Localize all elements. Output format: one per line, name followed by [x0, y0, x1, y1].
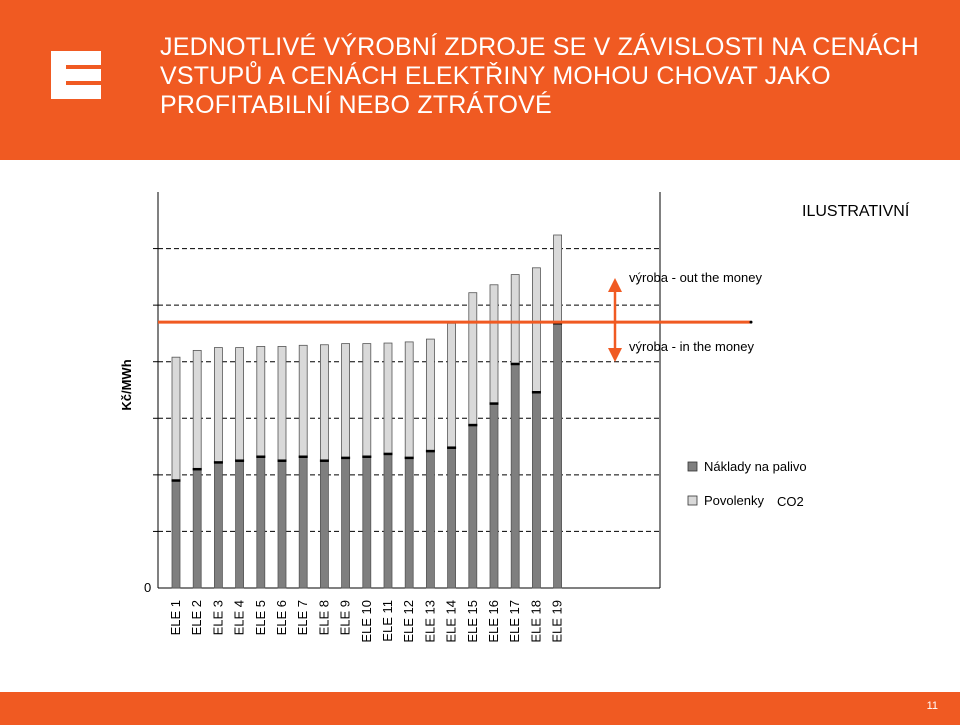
- x-tick-label: ELE 11: [380, 600, 395, 642]
- bar-allowance: [320, 345, 328, 461]
- annotation-out-the-money: výroba - out the money: [629, 270, 762, 285]
- arrow-down-head: [608, 348, 622, 362]
- bar-fuel: [214, 462, 222, 588]
- bar-fuel: [532, 392, 540, 588]
- y-tick-label: 0: [144, 580, 152, 595]
- cost-chart: [0, 160, 960, 690]
- legend-label-allowance: Povolenky: [704, 493, 764, 508]
- x-tick-label: ELE 2: [189, 600, 205, 636]
- bar-fuel: [384, 454, 392, 588]
- x-tick-label: ELE 13: [422, 600, 438, 643]
- bar-allowance: [193, 350, 201, 469]
- x-tick-label: ELE 3: [210, 600, 226, 636]
- bar-allowance: [278, 346, 286, 460]
- market-price-line-end: [750, 321, 753, 324]
- bar-fuel: [363, 457, 371, 588]
- x-tick-label: ELE 7: [295, 600, 311, 636]
- bar-allowance: [469, 293, 477, 425]
- bar-fuel: [320, 461, 328, 588]
- illustrative-tag: ILUSTRATIVNÍ: [802, 203, 910, 220]
- bar-allowance: [532, 268, 540, 392]
- bar-allowance: [342, 344, 350, 458]
- bar-allowance: [236, 348, 244, 461]
- x-tick-label: ELE 12: [401, 600, 417, 643]
- x-tick-label: ELE 8: [316, 600, 332, 636]
- bar-fuel: [554, 323, 562, 588]
- bar-allowance: [363, 344, 371, 457]
- legend-label-co2: CO2: [777, 494, 804, 509]
- bar-fuel: [405, 458, 413, 588]
- x-tick-label: ELE 9: [337, 600, 353, 636]
- bar-allowance: [172, 357, 180, 480]
- legend-label-fuel: Náklady na palivo: [704, 459, 807, 474]
- y-axis-label: Kč/MWh: [119, 359, 134, 411]
- title-line-3: PROFITABILNÍ NEBO ZTRÁTOVÉ: [160, 91, 552, 119]
- annotation-in-the-money: výroba - in the money: [629, 339, 755, 354]
- title-line-2: VSTUPŮ A CENÁCH ELEKTŘINY MOHOU CHOVAT JAKO: [160, 62, 831, 90]
- bar-fuel: [172, 481, 180, 588]
- x-tick-label: ELE 16: [486, 600, 501, 643]
- x-tick-label: ELE 14: [443, 600, 459, 643]
- x-tick-label: ELE 15: [464, 600, 480, 643]
- bar-fuel: [257, 457, 265, 588]
- x-tick-label: ELE 6: [274, 600, 289, 636]
- bar-allowance: [214, 348, 222, 463]
- header-bar: [0, 0, 960, 160]
- bar-allowance: [405, 342, 413, 458]
- bar-fuel: [299, 457, 307, 588]
- title-line-1: JEDNOTLIVÉ VÝROBNÍ ZDROJE SE V ZÁVISLOSTI NA CENÁCH: [160, 33, 919, 61]
- arrow-up-head: [608, 278, 622, 292]
- bar-allowance: [511, 275, 519, 364]
- bar-allowance: [448, 323, 456, 447]
- x-tick-label: ELE 17: [507, 600, 523, 643]
- bar-fuel: [469, 425, 477, 588]
- x-tick-label: ELE 10: [358, 600, 374, 643]
- bar-allowance: [299, 345, 307, 456]
- footer-bar: [0, 692, 960, 725]
- page-number: 11: [926, 700, 938, 712]
- bar-fuel: [236, 461, 244, 588]
- bar-fuel: [278, 461, 286, 588]
- bar-fuel: [342, 458, 350, 588]
- bar-allowance: [554, 235, 562, 323]
- x-tick-label: ELE 1: [168, 600, 183, 636]
- bar-fuel: [490, 404, 498, 588]
- bar-allowance: [384, 343, 392, 454]
- bar-allowance: [490, 285, 498, 404]
- bar-fuel: [448, 448, 456, 588]
- x-tick-label: ELE 4: [231, 600, 247, 636]
- bar-fuel: [193, 469, 201, 588]
- bar-fuel: [511, 364, 519, 588]
- cez-logo-icon: [47, 47, 103, 103]
- page-title: [160, 33, 950, 120]
- x-tick-label: ELE 5: [252, 600, 268, 636]
- bar-allowance: [257, 346, 265, 456]
- bar-allowance: [426, 339, 434, 451]
- legend-swatch-allowance: [688, 496, 697, 505]
- legend-swatch-fuel: [688, 462, 697, 471]
- bar-fuel: [426, 451, 434, 588]
- x-tick-label: ELE 19: [549, 600, 565, 643]
- x-tick-label: ELE 18: [528, 600, 544, 643]
